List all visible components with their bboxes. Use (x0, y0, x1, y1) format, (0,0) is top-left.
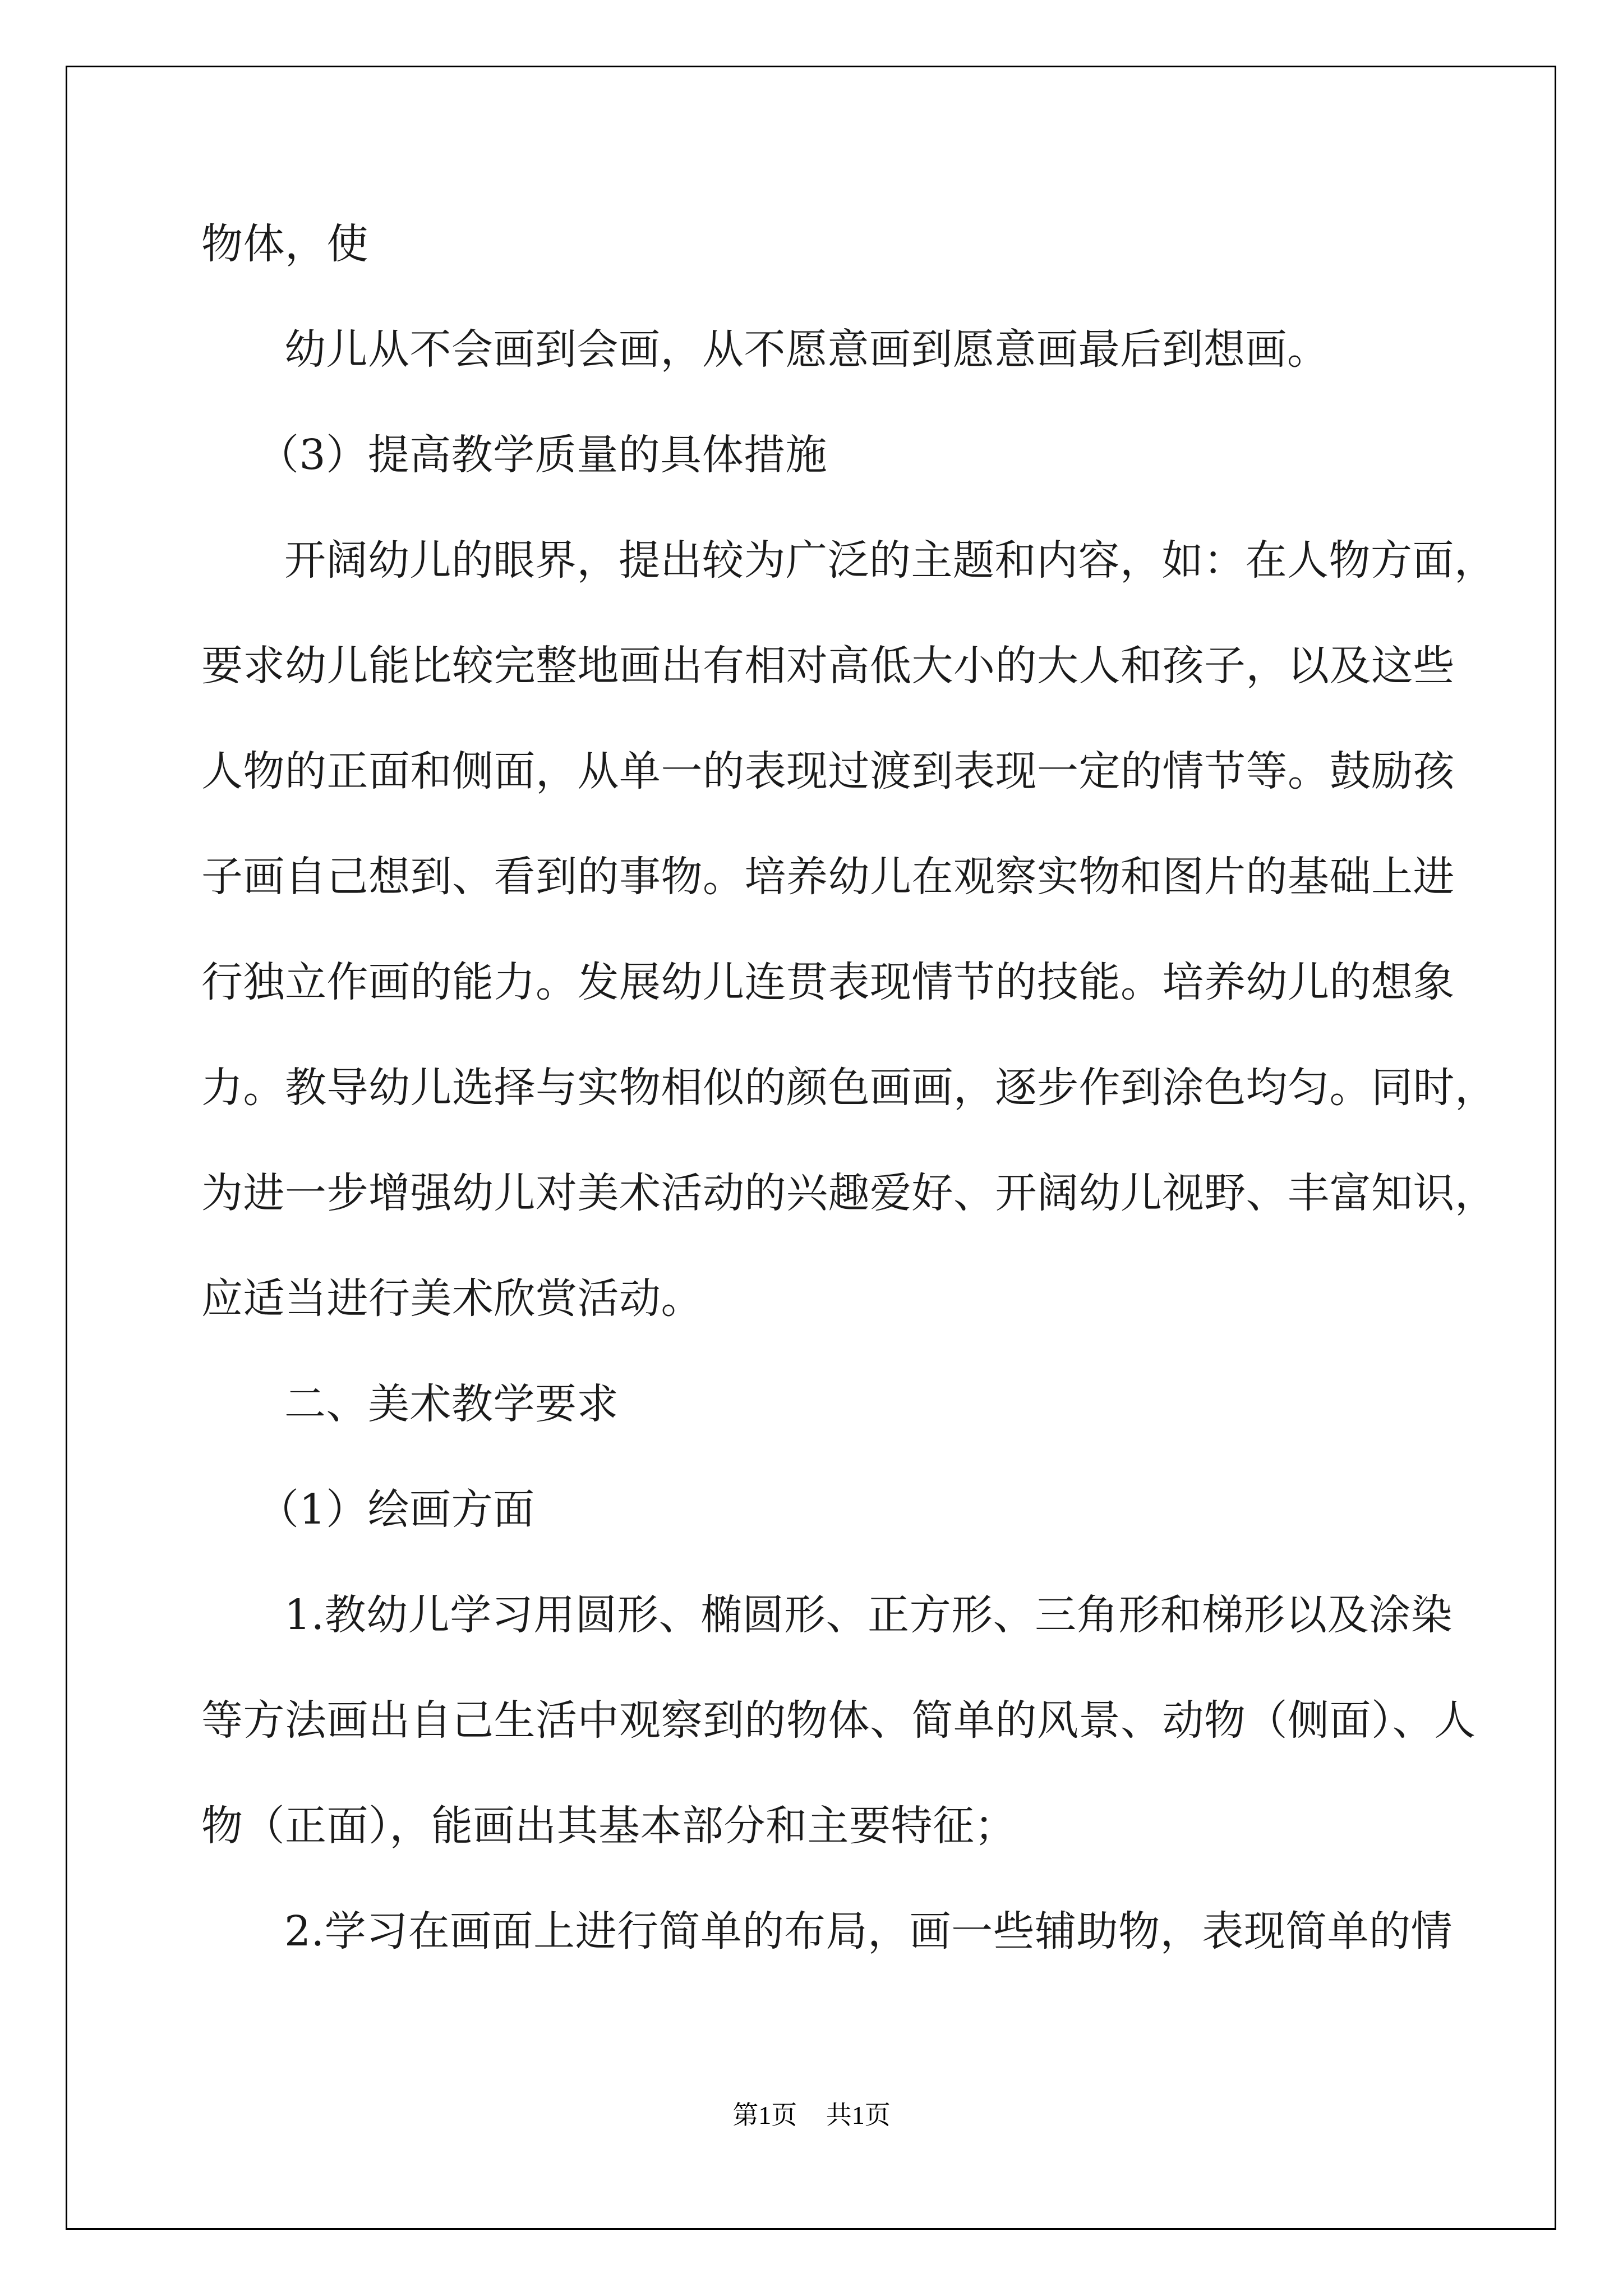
text-line: 子画自己想到、看到的事物。培养幼儿在观察实物和图片的基础上进 (201, 853, 1455, 901)
subsection-heading: （1）绘画方面 (257, 1485, 535, 1534)
text-line: 行独立作画的能力。发展幼儿连贯表现情节的技能。培养幼儿的想象 (201, 958, 1455, 1006)
text-line: 应适当进行美术欣赏活动。 (201, 1274, 703, 1323)
text-line: 开阔幼儿的眼界，提出较为广泛的主题和内容，如：在人物方面， (284, 536, 1496, 585)
text-line: 1.教幼儿学习用圆形、椭圆形、正方形、三角形和梯形以及涂染 (284, 1591, 1453, 1639)
section-heading: 二、美术教学要求 (284, 1380, 619, 1428)
section-heading: （3）提高教学质量的具体措施 (257, 431, 828, 479)
text-line: 幼儿从不会画到会画，从不愿意画到愿意画最后到想画。 (284, 325, 1329, 374)
text-line: 等方法画出自己生活中观察到的物体、简单的风景、动物（侧面）、人 (201, 1696, 1476, 1745)
text-line: 要求幼儿能比较完整地画出有相对高低大小的大人和孩子，以及这些 (201, 642, 1455, 690)
page-footer (0, 2095, 1623, 2132)
text-line: 物体，使 (201, 220, 368, 268)
text-line: 人物的正面和侧面，从单一的表现过渡到表现一定的情节等。鼓励孩 (201, 747, 1455, 795)
text-line: 物（正面），能画出其基本部分和主要特征； (201, 1802, 1016, 1850)
page-number: 第1页 (732, 2101, 797, 2129)
page-total: 共1页 (826, 2101, 891, 2129)
text-line: 力。教导幼儿选择与实物相似的颜色画画，逐步作到涂色均匀。同时， (201, 1064, 1497, 1112)
text-line: 2.学习在画面上进行简单的布局，画一些辅助物，表现简单的情 (284, 1907, 1453, 1955)
text-line: 为进一步增强幼儿对美术活动的兴趣爱好、开阔幼儿视野、丰富知识， (201, 1169, 1497, 1217)
